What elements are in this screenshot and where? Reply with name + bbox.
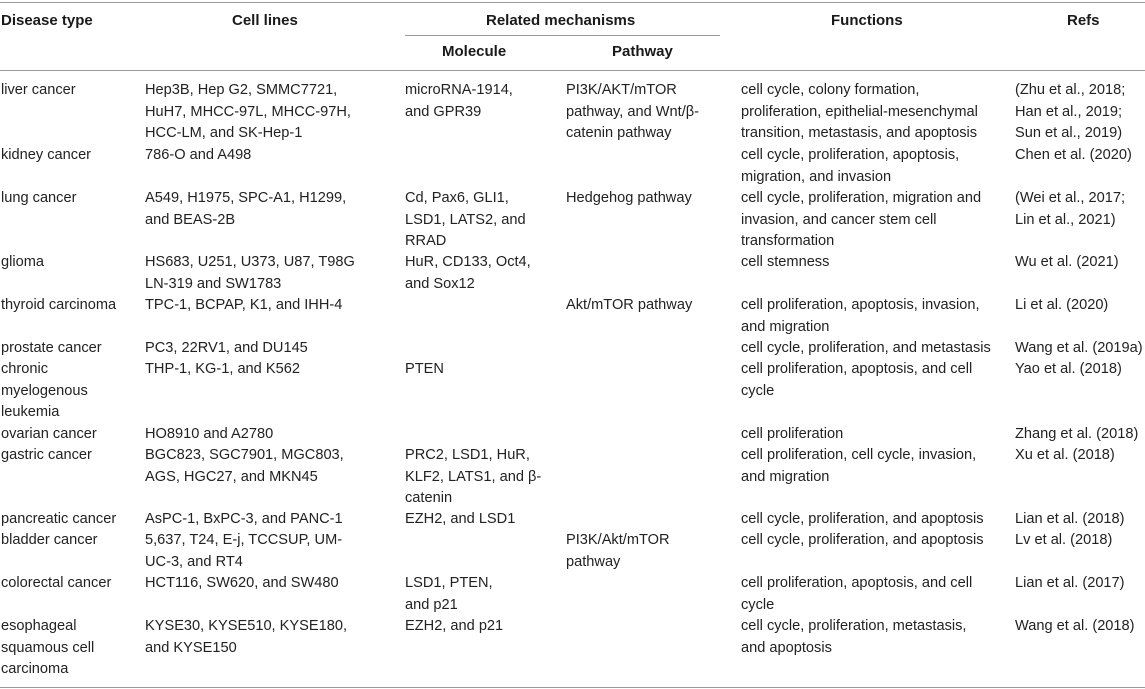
- disease-cell: esophageal squamous cell carcinoma: [1, 618, 95, 677]
- refs-cell: Li et al. (2020): [1015, 297, 1109, 313]
- header-bottom-rule: [0, 70, 1145, 71]
- header-cell-lines: Cell lines: [232, 12, 298, 29]
- pathway-cell: PI3K/AKT/mTOR pathway, and Wnt/β- catenin pathway: [566, 82, 700, 141]
- cell-lines-cell: KYSE30, KYSE510, KYSE180, and KYSE150: [145, 618, 348, 656]
- table-top-rule: [0, 2, 1145, 3]
- refs-cell: Wang et al. (2018): [1015, 618, 1135, 634]
- refs-cell: Wu et al. (2021): [1015, 254, 1119, 270]
- header-related-mechanisms: Related mechanisms: [486, 12, 636, 29]
- functions-cell: cell cycle, proliferation, and metastasis: [741, 340, 991, 356]
- disease-cell: ovarian cancer: [1, 426, 97, 442]
- cell-lines-cell: 5,637, T24, E-j, TCCSUP, UM- UC-3, and RT4: [145, 532, 343, 570]
- cell-lines-cell: THP-1, KG-1, and K562: [145, 361, 300, 377]
- disease-cell: liver cancer: [1, 82, 76, 98]
- molecule-cell: PTEN: [405, 361, 444, 377]
- header-molecule: Molecule: [442, 43, 507, 60]
- disease-cell: chronic myelogenous leukemia: [1, 361, 88, 420]
- disease-cell: gastric cancer: [1, 447, 92, 463]
- disease-cell: kidney cancer: [1, 147, 92, 163]
- disease-cell: bladder cancer: [1, 532, 98, 548]
- functions-cell: cell proliferation, apoptosis, and cell cycle: [741, 575, 973, 613]
- refs-cell: Zhang et al. (2018): [1015, 426, 1139, 442]
- functions-cell: cell cycle, colony formation, proliferation, epithelial-mesenchymal transition, metastasis, and apoptosis: [741, 82, 978, 141]
- header-disease-type: Disease type: [1, 12, 93, 29]
- cell-lines-cell: PC3, 22RV1, and DU145: [145, 340, 308, 356]
- refs-cell: Wang et al. (2019a): [1015, 340, 1143, 356]
- cell-lines-cell: AsPC-1, BxPC-3, and PANC-1: [145, 511, 343, 527]
- functions-cell: cell proliferation: [741, 426, 844, 442]
- header-refs: Refs: [1067, 12, 1100, 29]
- functions-cell: cell cycle, proliferation, migration and invasion, and cancer stem cell transformation: [741, 190, 982, 249]
- pathway-cell: PI3K/Akt/mTOR pathway: [566, 532, 670, 570]
- cell-lines-cell: A549, H1975, SPC-A1, H1299, and BEAS-2B: [145, 190, 347, 228]
- functions-cell: cell stemness: [741, 254, 830, 270]
- functions-cell: cell cycle, proliferation, metastasis, and apoptosis: [741, 618, 967, 656]
- cell-lines-cell: 786-O and A498: [145, 147, 252, 163]
- refs-cell: Xu et al. (2018): [1015, 447, 1115, 463]
- molecule-cell: PRC2, LSD1, HuR, KLF2, LATS1, and β- catenin: [405, 447, 542, 506]
- molecule-cell: Cd, Pax6, GLI1, LSD1, LATS2, and RRAD: [405, 190, 526, 249]
- disease-cell: lung cancer: [1, 190, 77, 206]
- functions-cell: cell cycle, proliferation, and apoptosis: [741, 511, 984, 527]
- disease-cell: thyroid carcinoma: [1, 297, 117, 313]
- refs-cell: (Wei et al., 2017; Lin et al., 2021): [1015, 190, 1126, 228]
- mechanisms-subheader-rule: [405, 35, 720, 36]
- cell-lines-cell: BGC823, SGC7901, MGC803, AGS, HGC27, and MKN45: [145, 447, 344, 485]
- pathway-cell: Hedgehog pathway: [566, 190, 692, 206]
- cell-lines-cell: HCT116, SW620, and SW480: [145, 575, 339, 591]
- molecule-cell: LSD1, PTEN, and p21: [405, 575, 493, 613]
- pathway-cell: Akt/mTOR pathway: [566, 297, 693, 313]
- refs-cell: (Zhu et al., 2018; Han et al., 2019; Sun et al., 2019): [1015, 82, 1126, 141]
- cell-lines-cell: HS683, U251, U373, U87, T98G LN-319 and SW1783: [145, 254, 355, 292]
- molecule-cell: EZH2, and LSD1: [405, 511, 516, 527]
- functions-cell: cell proliferation, cell cycle, invasion, and migration: [741, 447, 977, 485]
- cell-lines-cell: Hep3B, Hep G2, SMMC7721, HuH7, MHCC-97L, MHCC-97H, HCC-LM, and SK-Hep-1: [145, 82, 351, 141]
- refs-cell: Yao et al. (2018): [1015, 361, 1122, 377]
- disease-cell: colorectal cancer: [1, 575, 112, 591]
- refs-cell: Lv et al. (2018): [1015, 532, 1113, 548]
- functions-cell: cell proliferation, apoptosis, invasion, and migration: [741, 297, 980, 335]
- functions-cell: cell proliferation, apoptosis, and cell cycle: [741, 361, 973, 399]
- refs-cell: Lian et al. (2017): [1015, 575, 1125, 591]
- disease-cell: glioma: [1, 254, 44, 270]
- molecule-cell: EZH2, and p21: [405, 618, 504, 634]
- cell-lines-cell: HO8910 and A2780: [145, 426, 274, 442]
- cell-lines-cell: TPC-1, BCPAP, K1, and IHH-4: [145, 297, 343, 313]
- disease-cell: prostate cancer: [1, 340, 102, 356]
- refs-cell: Chen et al. (2020): [1015, 147, 1132, 163]
- refs-cell: Lian et al. (2018): [1015, 511, 1125, 527]
- functions-cell: cell cycle, proliferation, apoptosis, migration, and invasion: [741, 147, 960, 185]
- molecule-cell: microRNA-1914, and GPR39: [405, 82, 513, 120]
- header-pathway: Pathway: [612, 43, 673, 60]
- functions-cell: cell cycle, proliferation, and apoptosis: [741, 532, 984, 548]
- disease-cell: pancreatic cancer: [1, 511, 117, 527]
- header-functions: Functions: [831, 12, 903, 29]
- table-bottom-rule: [0, 687, 1145, 688]
- molecule-cell: HuR, CD133, Oct4, and Sox12: [405, 254, 531, 292]
